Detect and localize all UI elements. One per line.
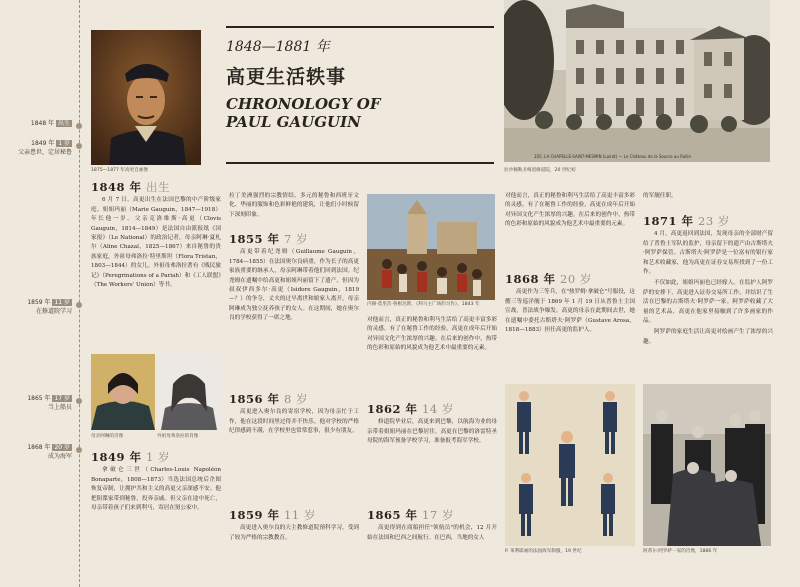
section-text: 修道院毕业后，高更来到巴黎，以航海为业的母亲带着姐姐玛丽在巴黎居住。高更在巴黎的洛雷特圣母院的海军预备学校学习，准备报考海军学校。 (367, 419, 497, 445)
section-1849 (91, 450, 221, 584)
section-text: 对他而言，真正的秘鲁和利马生活给了高更丰富多彩的灵感。有了在秘鲁工作的经验，高更在成年后开始对异国文化产生浓厚的兴趣。在后来的创作中，热带的色彩和原始的风貌成为他艺术中最重要的元素。 (505, 193, 635, 228)
timeline-year: 1848 年 (30, 120, 55, 127)
page-title: 高更生活轶事 (226, 66, 347, 88)
section-text: 4 月，高更返回到法国，发现母亲的全部财产留给了普鲁士军队的监护，母亲留下的遗产由古斯塔夫·阿罗萨保管。古斯塔夫·阿罗萨是一位富有的银行家和艺术收藏家，他为高更在证券交易所找到了一份工作。 (643, 231, 773, 276)
section-1859 (229, 508, 359, 584)
section-year: 1856 年 (229, 392, 280, 406)
section-1855 (229, 232, 359, 382)
section-age: 11 岁 (284, 508, 316, 522)
timeline-entry-1868 (0, 443, 72, 461)
section-1862 (367, 402, 497, 508)
lima-painting (367, 194, 495, 300)
section-age: 14 岁 (422, 402, 454, 416)
section-heading (505, 272, 635, 286)
section-heading (229, 232, 359, 246)
section-text: 阿罗萨的家庭生活让高更对绘画产生了浓厚的兴趣。 (643, 329, 773, 345)
section-heading (367, 508, 497, 522)
section-heading (91, 450, 221, 464)
mother-portrait (91, 354, 155, 430)
section-year: 1855 年 (229, 232, 280, 246)
section-text: 高更作为三等兵，在"热罗姆·拿破仑"号服役，这艘三等巡洋舰于 1869 年 1 月 19 日从普鲁士主国宣战，普法战争爆发。高更的母亲在此期间去世，她在遗嘱中委托古斯塔夫·阿罗萨（Gustave Arosa，1818—1883）担任高更的监护人。 (505, 289, 635, 334)
title-en-line2: PAUL GAUGUIN (226, 113, 361, 131)
timeline-age: 11 岁 (54, 299, 70, 306)
timeline-age: 出生 (57, 120, 70, 127)
self-portrait-image (91, 30, 201, 165)
section-text: 不仅如此，姐姐玛丽也已经嫁人。在监护人阿罗萨的安排下，高更进入证券交易所工作，并结识了生活在巴黎的古斯塔夫·阿罗萨一家。阿罗萨收藏了大量的艺术品，高更在他家里接触到了许多画家的作品。 (643, 280, 773, 325)
section-1856 (229, 392, 359, 502)
section-1848 (91, 180, 221, 350)
section-1865-continued (505, 192, 635, 268)
title-en-line1: CHRONOLOGY OF (226, 95, 381, 113)
timeline-desc: 成为海军 (47, 453, 72, 460)
section-1868 (505, 272, 635, 372)
section-text: 6 月 7 日，高更出生在法国巴黎的中产阶级家庭。姐姐玛丽（Marie Gauguin，1847—1918）年长他一岁。父亲克洛维斯·高更（Clovis Gauguin，1814—1849）是法国自由派报纸《国家报》（Le National）的政治记者，母亲阿琳·夏札尔（Aline Chazal，1825—1867）来自秘鲁的贵族家庭，外祖母弗洛拉·特里斯坦（Flora Tristan，1803—1844）的女儿。外祖母弗洛拉著有《贱民旅记》（Peregrinations of a Pariah）和《工人联盟》（The Workers' Union）等书。 (91, 197, 221, 289)
section-text: 拿破仑三世（Charles-Louis Napoléon Bonaparte，1808—1873）当选法国总统后企图恢复帝制，让拥护共和主义的高更父亲深感不安。他把阻谍家带到秘鲁，投奔亲戚。但父亲在途中死亡，母亲带着孩子们来到利马，寄居在舅公家中。 (91, 467, 221, 512)
section-year: 1868 年 (505, 272, 556, 286)
section-heading (367, 402, 497, 416)
section-year: 1862 年 (367, 402, 418, 416)
family-caption: 阿蒂尔·阿罗萨一家的肖像，1886 年 (643, 549, 718, 554)
timeline-age: 1 岁 (58, 140, 70, 147)
section-text: 高更得到在商船担任"领航员"的机会，12 月开始在法国和巴西之间航行。在巴西，当地的女人 (367, 525, 497, 541)
section-year: 1848 年 (91, 180, 142, 194)
section-text: 高更进入奥尔良的天主教修道院预科学习，受到了较为严格的宗教教育。 (229, 525, 359, 541)
section-year: 1865 年 (367, 508, 418, 522)
title-rule-bottom (226, 162, 494, 164)
title-block (226, 26, 494, 131)
section-age: 1 岁 (146, 450, 171, 464)
timeline-year: 1865 年 (27, 395, 51, 402)
section-heading (91, 180, 221, 194)
timeline-year: 1859 年 (27, 299, 51, 306)
section-text: 高更进入奥尔良的寄宿学校，因为母亲忙于工作，他在这段时间里过得并不快乐。他对学校的严格纪律感到不满，在学校里也常常惹事，很少有朋友。 (229, 409, 359, 435)
arosa-family-photo (643, 384, 771, 546)
section-year: 1849 年 (91, 450, 142, 464)
timeline-entry-1865 (0, 394, 72, 412)
navy-uniforms-illustration (505, 384, 635, 546)
portrait-caption: 1875—1877 年高更自画像 (91, 168, 148, 173)
timeline-line (79, 0, 80, 587)
grandmother-portrait (157, 354, 221, 430)
timeline-entry-1849 (0, 139, 72, 157)
painting-caption: 内阁·莫里茨·鲁根达斯，《利马主广场的习作》，1843 年 (367, 302, 480, 307)
section-year: 1871 年 (643, 214, 694, 228)
timeline-year: 1868 年 (27, 444, 51, 451)
section-1849-continued (229, 192, 359, 228)
sailors-caption: P. 莱利耶画的法国海军制服，19 世纪 (505, 549, 582, 554)
section-age: 17 岁 (422, 508, 454, 522)
section-age: 7 岁 (284, 232, 309, 246)
years-range: 1848—1881 年 (226, 39, 330, 55)
timeline-age: 20 岁 (54, 444, 70, 451)
building-sign: 105. LA CHAPELLE-SAINT-MESMIN (Loiret) — Le Château de la Source au Rollin (534, 154, 692, 159)
timeline-entry-1859 (0, 298, 72, 316)
section-1868-continued (643, 192, 773, 210)
timeline-entry-1848 (0, 119, 72, 128)
timeline-dot (76, 398, 82, 404)
timeline-dot (76, 143, 82, 149)
section-age: 20 岁 (560, 272, 592, 286)
section-text: 对他而言，真正的秘鲁和利马生活给了高更丰富多彩的灵感。有了在秘鲁工作的经验，高更在成年后开始对异国文化产生浓厚的兴趣。在后来的创作中，热带的色彩和原始的风貌成为他艺术中最重要的元素。 (367, 317, 497, 352)
section-heading (229, 508, 359, 522)
section-year: 1859 年 (229, 508, 280, 522)
section-text: 高更带着纪尧姆（Guillaume Gauguin，1784—1855）在法国奥尔良病重，作为长子的高更家族重要的继承人，母亲阿琳带着他们回到法国。纪尧姆在遗嘱中给高更和姐姐玛丽留下了遗产，但因为叔叔伊西多尔·高更（Isidore Gauguin，1819—？）的争夺，丈夫的过早离世和娘家人离开，母亲阿琳成为独立抚养孩子的女人。在这期间，她在奥尔良的学校获得了一席之地。 (229, 249, 359, 322)
section-age: 23 岁 (698, 214, 730, 228)
section-age: 出生 (146, 180, 171, 194)
timeline-desc: 当上船员 (47, 404, 72, 411)
section-text: 的军舰任职。 (643, 193, 677, 199)
timeline-desc: 父亲患世，定居秘鲁 (17, 149, 72, 156)
section-heading (229, 392, 359, 406)
timeline-dot (76, 123, 82, 129)
section-heading (643, 214, 773, 228)
timeline-dot (76, 447, 82, 453)
section-text: 拉丁美洲强烈的宗教情结、多元的秘鲁和西班牙文化、华丽的服饰和色彩鲜艳的建筑，让他们小时候留下深刻印象。 (229, 193, 359, 218)
section-age: 8 岁 (284, 392, 309, 406)
building-caption: 拉沙佩勒圣梅恩修道院，20 世纪初 (504, 168, 576, 173)
section-1849-peru (367, 316, 497, 398)
title-rule-top (226, 26, 494, 28)
building-photo (504, 0, 770, 162)
timeline-dot (76, 302, 82, 308)
mother-caption: 母亲阿琳的肖像 (91, 434, 124, 439)
timeline-age: 17 岁 (54, 395, 70, 402)
timeline-desc: 在修道院学习 (35, 308, 72, 315)
timeline-year: 1849 年 (31, 140, 55, 147)
grandmother-caption: 外祖母弗洛拉的肖像 (157, 434, 199, 439)
section-1865 (367, 508, 497, 584)
section-1871 (643, 214, 773, 380)
